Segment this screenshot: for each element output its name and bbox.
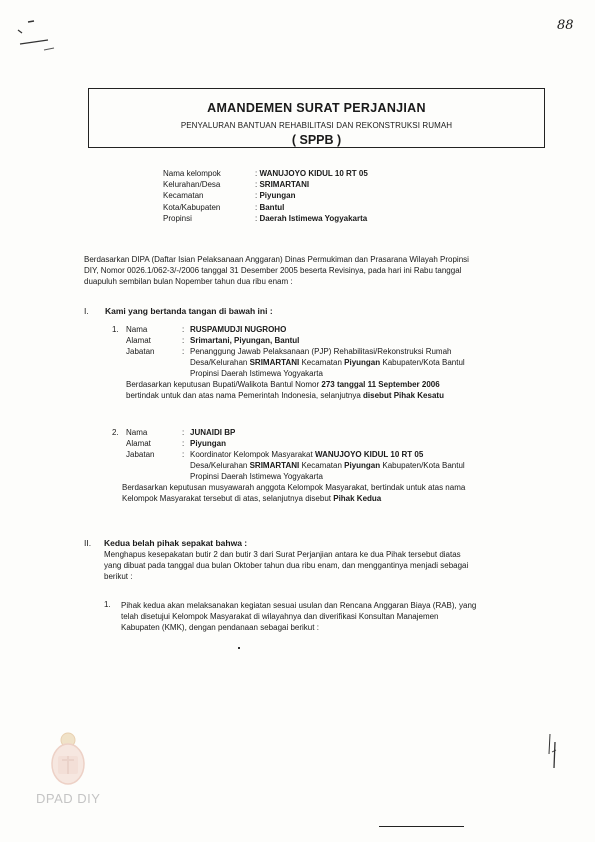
identity-label: Kota/Kabupaten [163, 202, 221, 212]
party-2-number: 2. [112, 428, 119, 437]
intro-line: Berdasarkan DIPA (Daftar Isian Pelaksanaan Anggaran) Dinas Permukiman dan Prasarana Wilayah Propinsi [84, 255, 469, 264]
document-title: AMANDEMEN SURAT PERJANJIAN [207, 101, 426, 115]
identity-row: Propinsi : Daerah Istimewa Yogyakarta [163, 213, 368, 223]
party-2-address-label: Alamat [126, 439, 151, 448]
party-2-position-label: Jabatan [126, 450, 155, 459]
section-1-title: Kami yang bertanda tangan di bawah ini : [105, 306, 273, 316]
item-1-line: Pihak kedua akan melaksanakan kegiatan sesuai usulan dan Rencana Anggaran Biaya (RAB), yang [121, 601, 477, 610]
title-box [88, 88, 545, 148]
party-1-position-line: Propinsi Daerah Istimewa Yogyakarta [190, 369, 323, 378]
party-1-basis-line: bertindak untuk dan atas nama Pemerintah Indonesia, selanjutnya disebut Pihak Kesatu [126, 391, 444, 400]
intro-line: DIY, Nomor 0026.1/062-3/-/2006 tanggal 31 Desember 2005 beserta Revisinya, pada hari ini Rabu tanggal [84, 266, 462, 275]
identity-row: Nama kelompok : WANUJOYO KIDUL 10 RT 05 [163, 169, 368, 178]
identity-value: SRIMARTANI [259, 180, 310, 190]
identity-label: Kecamatan [163, 191, 204, 201]
footer-rule [379, 826, 464, 827]
party-1-name: RUSPAMUDJI NUGROHO [190, 325, 287, 334]
party-2-position-line: Propinsi Daerah Istimewa Yogyakarta [190, 472, 323, 481]
document-subtitle: PENYALURAN BANTUAN REHABILITASI DAN REKONSTRUKSI RUMAH [180, 121, 453, 130]
party-2-basis-line: Berdasarkan keputusan musyawarah anggota Kelompok Masyarakat, bertindak untuk atas nama [122, 483, 466, 492]
group-identity-table [163, 168, 368, 224]
party-2-basis-line: Kelompok Masyarakat tersebut di atas, selanjutnya disebut Pihak Kedua [122, 494, 382, 503]
identity-value: Piyungan [259, 191, 296, 201]
intro-paragraph [84, 254, 532, 287]
identity-label: Kelurahan/Desa [163, 180, 221, 190]
handwritten-marks [14, 18, 64, 56]
party-2-block: 2. Nama : JUNAIDI BP Alamat : Piyungan Jabatan : Koordinator Kelompok Masyarakat WANUJOYO KIDUL 10 RT 05 Desa/Kelurahan SRIMARTANI Kecamatan Piyungan Kabupaten/Kota Bantul Propinsi Daerah Istimewa Yogyakarta Berdasarkan keputusan musyawarah anggota Kelompok Masyarakat, bertindak untuk atas nama Kelompok Masyarakat tersebut di atas, selanjutnya disebut Pihak Kedua [112, 427, 532, 504]
section-2-number: II. [84, 538, 92, 548]
party-2-position-line: Koordinator Kelompok Masyarakat WANUJOYO KIDUL 10 RT 05 [190, 450, 424, 459]
party-1-position-line: Desa/Kelurahan SRIMARTANI Kecamatan Piyungan Kabupaten/Kota Bantul [190, 358, 465, 367]
party-1-address: Srimartani, Piyungan, Bantul [190, 336, 300, 345]
party-1-address-label: Alamat [126, 336, 151, 345]
identity-row: Kecamatan : Piyungan [163, 191, 296, 201]
party-1-name-label: Nama [126, 325, 148, 334]
section-2-line: berikut : [104, 572, 133, 581]
item-1-line: Kabupaten (KMK), dengan pendanaan sebagai berikut : [121, 623, 319, 632]
identity-label: Nama kelompok [163, 169, 221, 178]
party-2-name: JUNAIDI BP [190, 428, 236, 437]
section-2-body [104, 549, 534, 582]
party-1-basis-line: Berdasarkan keputusan Bupati/Walikota Bantul Nomor 273 tanggal 11 September 2006 [126, 380, 440, 389]
section-1-number: I. [84, 306, 89, 316]
party-2-name-label: Nama [126, 428, 148, 437]
intro-line: duapuluh sembilan bulan Nopember tahun dua ribu enam : [84, 277, 293, 286]
party-1-block: 1. Nama : RUSPAMUDJI NUGROHO Alamat : Srimartani, Piyungan, Bantul Jabatan : Penanggung Jawab Pelaksanaan (PJP) Rehabilitasi/Rekonstruksi Rumah Desa/Kelurahan SRIMARTANI Kecamatan Piyungan Kabupaten/Kota Bantul Propinsi Daerah Istimewa Yogyakarta Berdasarkan keputusan Bupati/Walikota Bantul Nomor 273 tanggal 11 September 2006 bertindak untuk dan atas nama Pemerintah Indonesia, selanjutnya disebut Pihak Kesatu [112, 324, 532, 401]
item-1-number: 1. [104, 600, 111, 609]
section-2-title: Kedua belah pihak sepakat bahwa : [104, 538, 248, 548]
item-1-line: telah disetujui Kelompok Masyarakat di wilayahnya dan diverifikasi Konsultan Manajemen [121, 612, 439, 621]
identity-value: Daerah Istimewa Yogyakarta [259, 213, 368, 223]
item-1-body [121, 600, 535, 633]
party-2-address: Piyungan [190, 439, 227, 448]
identity-row: Kota/Kabupaten : Bantul [163, 202, 285, 212]
party-1-position-label: Jabatan [126, 347, 155, 356]
section-2-line: Menghapus kesepakatan butir 2 dan butir 3 dari Surat Perjanjian antara ke dua Pihak tersebut diatas [104, 550, 461, 559]
stray-mark [238, 647, 240, 649]
party-1-position-line: Penanggung Jawab Pelaksanaan (PJP) Rehabilitasi/Rekonstruksi Rumah [190, 347, 452, 356]
watermark-text: DPAD DIY [36, 791, 101, 806]
party-2-position-line: Desa/Kelurahan SRIMARTANI Kecamatan Piyungan Kabupaten/Kota Bantul [190, 461, 465, 470]
archive-emblem-watermark [46, 730, 90, 788]
identity-row: Kelurahan/Desa : SRIMARTANI [163, 180, 310, 190]
party-1-number: 1. [112, 325, 119, 334]
section-2-line: yang dibuat pada tanggal dua bulan Oktober tahun dua ribu enam, dan menggantinya menjadi sebagai [104, 561, 469, 570]
document-code: ( SPPB ) [291, 133, 342, 147]
identity-label: Propinsi [163, 213, 192, 223]
identity-value: WANUJOYO KIDUL 10 RT 05 [259, 169, 368, 178]
identity-value: Bantul [259, 202, 285, 212]
handwritten-margin-mark [546, 732, 560, 772]
page-number: 88 [557, 18, 574, 33]
